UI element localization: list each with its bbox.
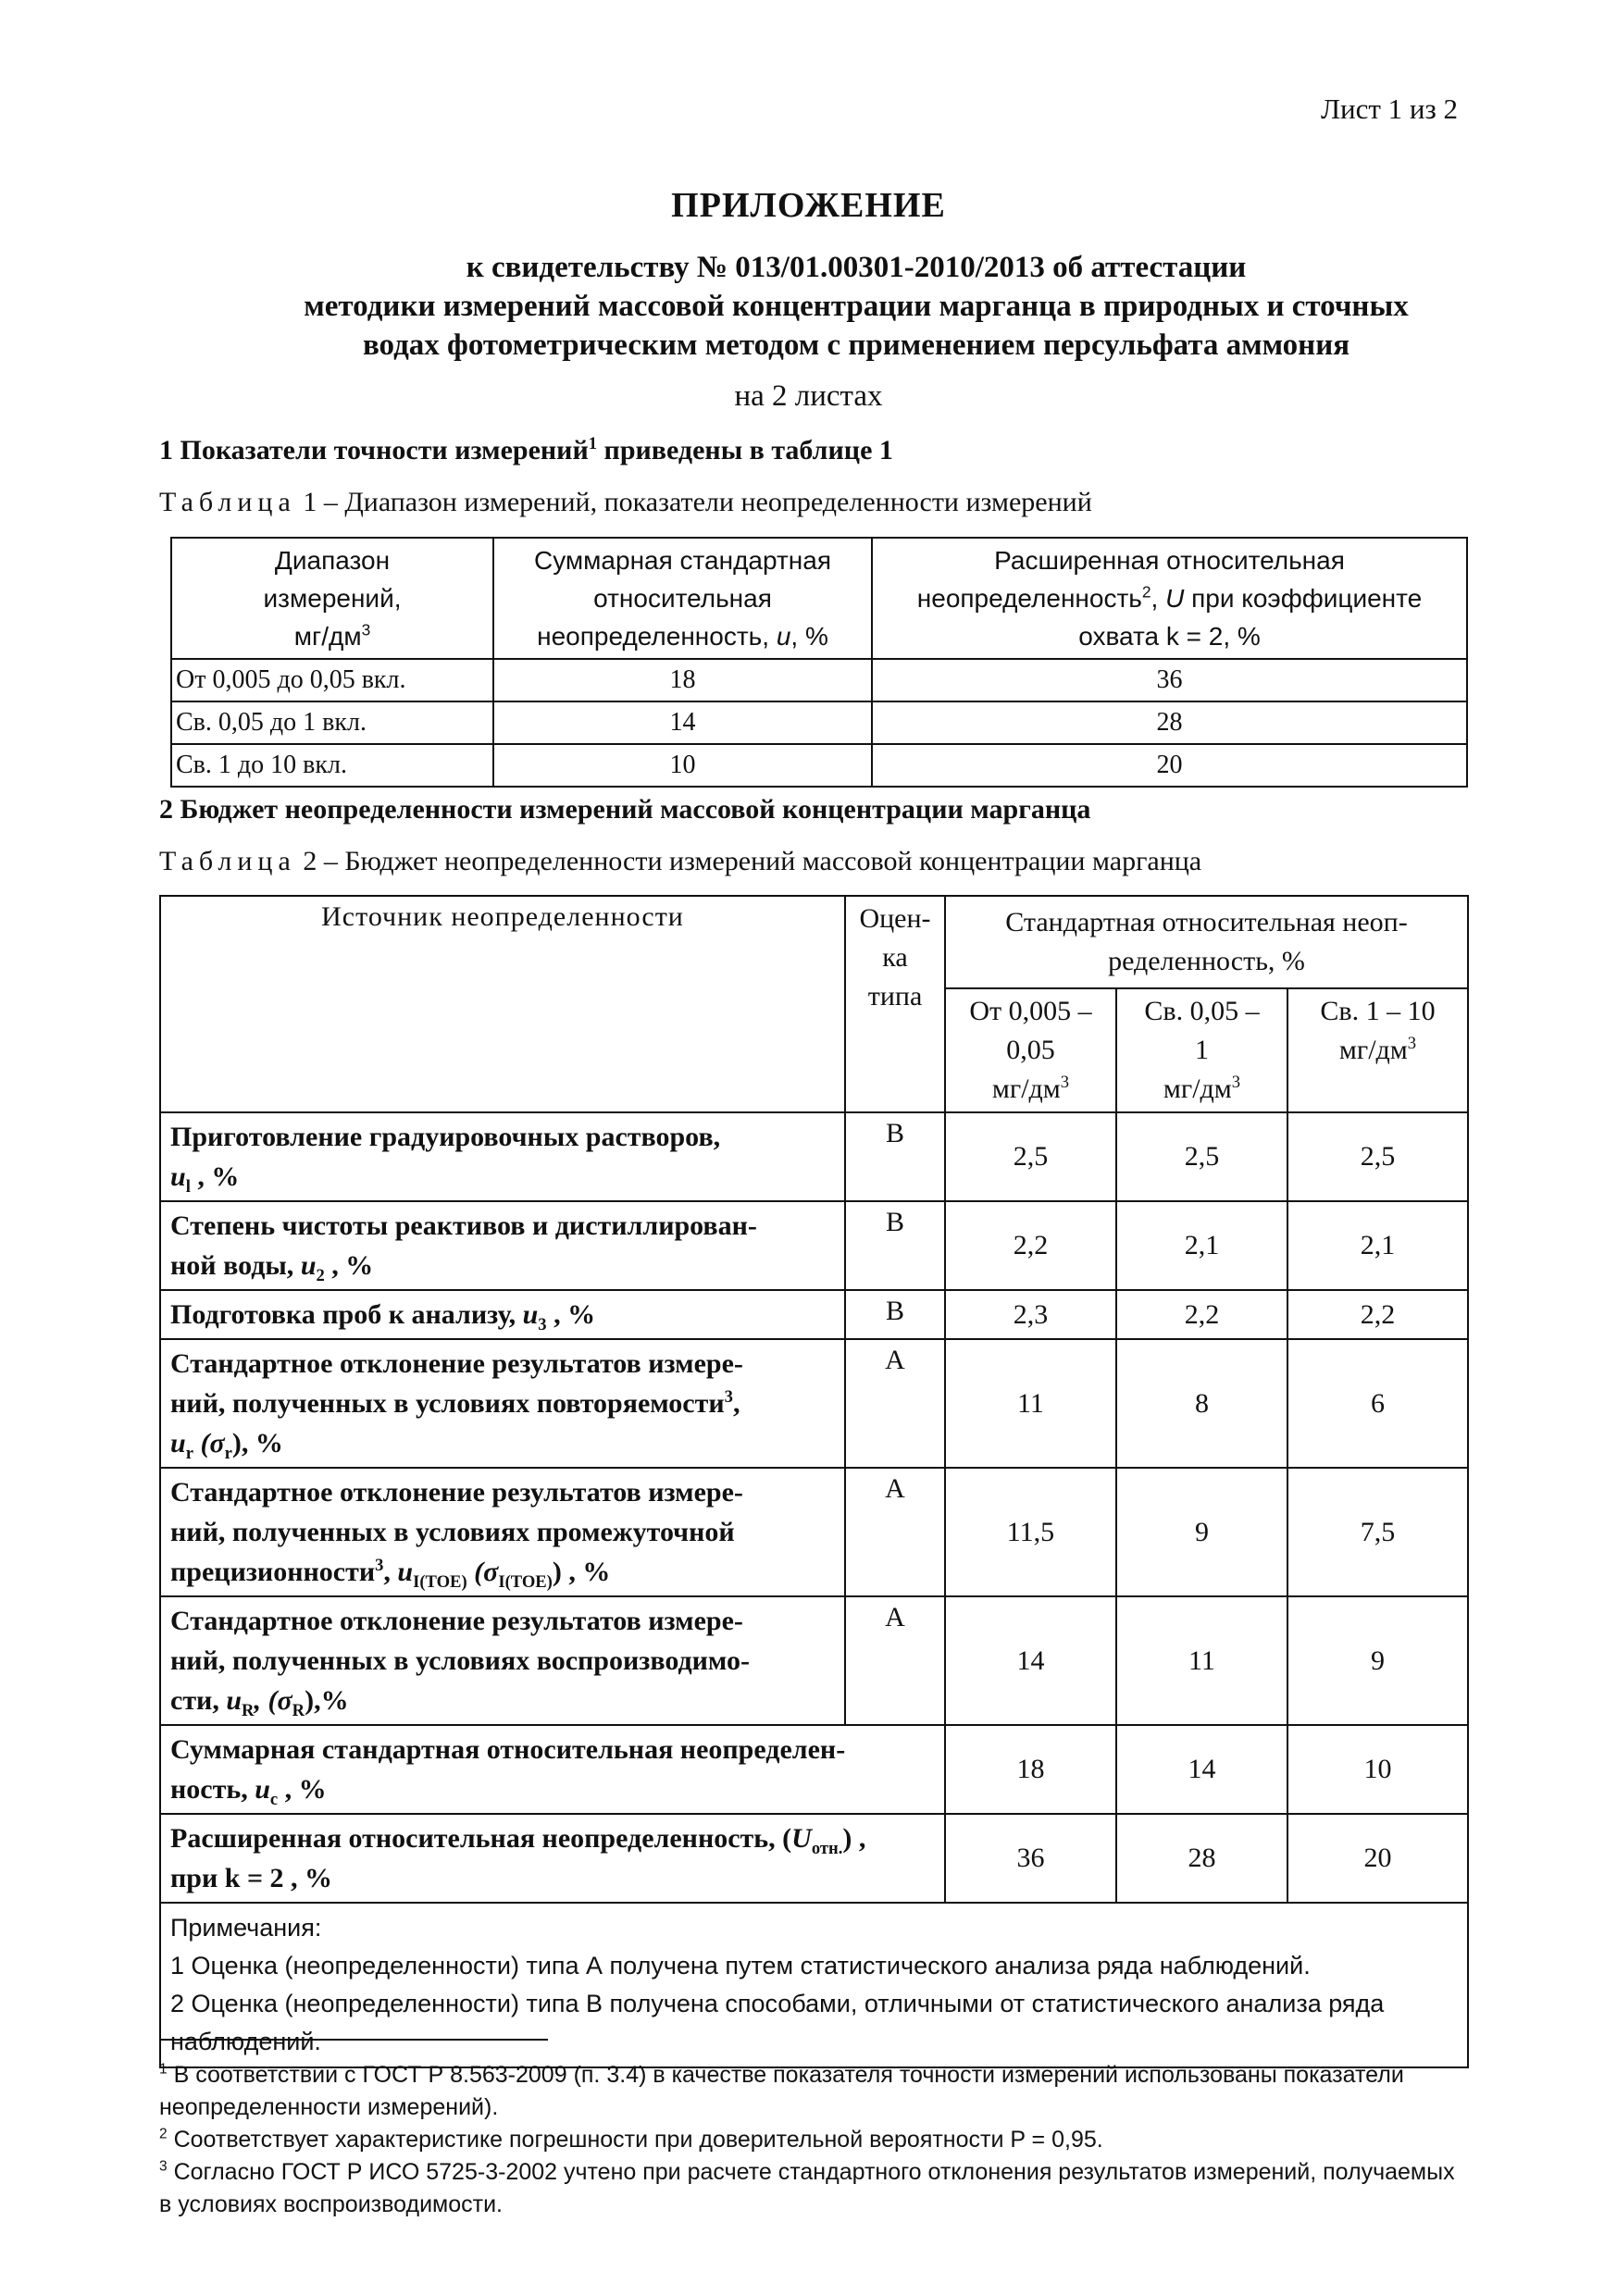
t2-value-cell: 2,2 [1287, 1290, 1468, 1339]
t2-value-cell: 2,5 [945, 1112, 1116, 1201]
table-2-header-group [945, 896, 1468, 988]
t2-value-cell: 14 [945, 1596, 1116, 1725]
t2-r4-var: u [397, 1557, 414, 1587]
t2-r7-sub: отн. [811, 1839, 843, 1858]
table-row [160, 1814, 1468, 1903]
t2-value-cell: 2,2 [1116, 1290, 1287, 1339]
t2-source-cell-wide [160, 1725, 945, 1814]
t2-r1-line2 [170, 1246, 835, 1285]
table-2-header-range-3 [1287, 988, 1468, 1112]
t2-type-cell: В [845, 1201, 945, 1290]
footnote-2 [159, 2124, 1460, 2156]
t2-value-cell: 2,1 [1287, 1201, 1468, 1290]
table-1-caption-word: Таблица [159, 487, 296, 517]
t2-r3-sub: r [185, 1444, 193, 1463]
t2-hr2-line3 [1125, 1070, 1279, 1109]
t2-r3-sigma-sub: r [224, 1444, 232, 1463]
t2-r1-line1: Степень чистоты реактивов и дистиллирован- [170, 1210, 757, 1241]
footnote-2-text: Соответствует характеристике погрешности при доверительной вероятности P = 0,95. [167, 2127, 1103, 2153]
t2-value-cell: 7,5 [1287, 1468, 1468, 1596]
t2-value-cell: 2,2 [945, 1201, 1116, 1290]
t2-r5-sub: R [242, 1701, 255, 1720]
t2-r1-var: u [300, 1250, 317, 1281]
t2-hr1-line1: От 0,005 – [969, 996, 1092, 1026]
t2-r3-text: ний, полученных в условиях повторяемости [170, 1388, 725, 1419]
t2-value-cell: 10 [1287, 1725, 1468, 1814]
t2-r5-sigma: , (σ [254, 1685, 292, 1716]
footnote-ref-3: 3 [724, 1387, 733, 1407]
t2-value-cell: 28 [1116, 1814, 1287, 1903]
t1-h3-line3: охвата k = 2, % [1078, 622, 1261, 651]
table-row [160, 1112, 1468, 1201]
t2-r0-end: , % [190, 1161, 240, 1192]
t2-r7-end: ) , [842, 1823, 866, 1854]
t2-r7-var: U [791, 1823, 812, 1854]
table-2-header-type [845, 896, 945, 1112]
t2-value-cell: 18 [945, 1725, 1116, 1814]
t2-type-cell: В [845, 1112, 945, 1201]
t2-r5-text: сти, [170, 1685, 227, 1716]
table-1-header-row [171, 538, 1467, 659]
t1-h1-unit: мг/дм [293, 622, 362, 651]
table-2-header-source: Источник неопределенности [160, 896, 845, 1112]
section-1-text-a: 1 Показатели точности измерений [159, 435, 589, 465]
note-1: 1 Оценка (неопределенности) типа А получена путем статистического анализа ряда наблюдений. [170, 1952, 1311, 1980]
t1-h1-unit-sup: 3 [361, 620, 371, 639]
t2-value-cell: 11 [945, 1339, 1116, 1468]
t2-hr3-unit: мг/дм [1338, 1035, 1408, 1065]
t2-value-cell: 2,3 [945, 1290, 1116, 1339]
sheet-number: Лист 1 из 2 [1320, 93, 1458, 125]
t1-uc-cell: 10 [493, 744, 872, 787]
footnote-separator [159, 2039, 548, 2041]
t2-r4-sigma-sub: I(TOE) [498, 1572, 553, 1592]
table-1-header-range [171, 538, 493, 659]
footnote-1 [159, 2059, 1460, 2124]
t2-source-cell-wide [160, 1814, 945, 1903]
t2-r5-sigma-sub: R [292, 1701, 305, 1720]
t2-r2-end: , % [546, 1299, 596, 1330]
t2-r3-line3 [170, 1423, 835, 1463]
t1-uc-cell: 14 [493, 701, 872, 744]
t2-source-cell [160, 1339, 845, 1468]
t1-h3-line2-end: при коэффициенте [1184, 584, 1423, 613]
t2-r4-text: прецизионности [170, 1557, 376, 1587]
section-1-text-b: приведены в таблице 1 [597, 435, 893, 465]
footnote-ref-2: 2 [1141, 582, 1151, 602]
table-1-caption [159, 487, 1092, 518]
t2-hr2-unit: мг/дм [1163, 1074, 1232, 1104]
table-2-header-range-1 [945, 988, 1116, 1112]
table-1 [170, 537, 1468, 788]
t1-h3-line1: Расширенная относительная [994, 546, 1345, 575]
t1-U-cell: 36 [872, 659, 1467, 701]
table-2-header-range-2 [1116, 988, 1287, 1112]
section-1-heading [159, 435, 893, 466]
t2-value-cell: 9 [1287, 1596, 1468, 1725]
t2-value-cell: 9 [1116, 1468, 1287, 1596]
t2-value-cell: 14 [1116, 1725, 1287, 1814]
t1-range-cell: Св. 1 до 10 вкл. [171, 744, 493, 787]
t1-range-cell: От 0,005 до 0,05 вкл. [171, 659, 493, 701]
t2-hr3-line2 [1296, 1031, 1460, 1070]
t1-range-cell: Св. 0,05 до 1 вкл. [171, 701, 493, 744]
table-2 [159, 895, 1469, 2068]
table-row [160, 1339, 1468, 1468]
t2-r4-sigma: (σ [466, 1557, 499, 1587]
t1-h1-line1: Диапазон [274, 546, 391, 575]
footnotes [159, 2059, 1460, 2221]
table-row [160, 1596, 1468, 1725]
table-row [171, 744, 1467, 787]
t2-r4-line1: Стандартное отклонение результатов измере- [170, 1477, 743, 1508]
t2-r0-var: u [170, 1161, 186, 1192]
footnote-ref-1: 1 [588, 434, 598, 453]
t2-type-cell: А [845, 1596, 945, 1725]
t1-h2-line3 [502, 617, 864, 655]
t2-r6-text: ность, [170, 1774, 255, 1805]
section-2-heading: 2 Бюджет неопределенности измерений массовой концентрации марганца [159, 794, 1091, 825]
t1-h1-line3 [180, 617, 485, 655]
t2-r0-line2 [170, 1157, 835, 1197]
t1-h1-line2: измерений, [263, 584, 402, 613]
t1-h2-line1: Суммарная стандартная [534, 546, 831, 575]
t1-h3-sep: , [1151, 584, 1166, 613]
t2-hr1-line3 [953, 1070, 1108, 1109]
t2-r3-sigma: (σ [193, 1428, 225, 1458]
t2-source-cell [160, 1112, 845, 1201]
t2-r5-end: ),% [305, 1685, 349, 1716]
t2-hr1-sup: 3 [1060, 1073, 1070, 1092]
t2-hr2-line1: Св. 0,05 – [1144, 996, 1260, 1026]
t2-r3-var: u [170, 1428, 186, 1458]
t2-r3-comma: , [732, 1388, 740, 1419]
table-2-caption-word: Таблица [159, 846, 296, 876]
t2-source-cell [160, 1201, 845, 1290]
table-2-caption-text: 2 – Бюджет неопределенности измерений массовой концентрации марганца [295, 846, 1202, 876]
t2-hr3-line1: Св. 1 – 10 [1320, 996, 1436, 1026]
t2-r1-text: ной воды, [170, 1250, 301, 1281]
t2-htype-line2: ка [882, 942, 908, 973]
t2-source-cell [160, 1290, 845, 1339]
table-2-caption [159, 846, 1201, 877]
subtitle-line-3: водах фотометрическим методом с применением персульфата аммония [362, 329, 1350, 362]
t2-r0-line1: Приготовление градуировочных растворов, [170, 1122, 721, 1152]
table-1-header-U [872, 538, 1467, 659]
sheets-count: на 2 листах [734, 379, 883, 413]
table-2-notes [160, 1903, 1468, 2067]
t2-type-cell: А [845, 1339, 945, 1468]
t1-h3-line2-text: неопределенность [916, 584, 1142, 613]
t2-r6-line2 [170, 1769, 935, 1809]
t2-hgroup-line1: Стандартная относительная неоп- [1005, 907, 1408, 937]
t2-hr3-sup: 3 [1407, 1034, 1417, 1053]
t2-value-cell: 2,5 [1116, 1112, 1287, 1201]
t2-r3-end: ), % [231, 1428, 283, 1458]
subtitle-line-2: методики измерений массовой концентрации марганца в природных и сточных [304, 290, 1409, 323]
t2-r5-line3 [170, 1681, 835, 1720]
t2-source-cell [160, 1468, 845, 1596]
t2-value-cell: 20 [1287, 1814, 1468, 1903]
t2-r5-line1: Стандартное отклонение результатов измере- [170, 1606, 743, 1636]
footnote-1-text: В соответствии с ГОСТ Р 8.563-2009 (п. 3.4) в качестве показателя точности измерений использованы показатели неопределенности измерений). [159, 2062, 1404, 2120]
t1-h3-line2 [880, 579, 1459, 617]
t2-value-cell: 36 [945, 1814, 1116, 1903]
t2-type-cell: В [845, 1290, 945, 1339]
t2-r3-line2 [170, 1384, 835, 1423]
t2-r4-sep: , [383, 1557, 398, 1587]
t2-r2-sub: 3 [538, 1315, 547, 1334]
footnote-1-mark: 1 [159, 2061, 168, 2078]
t1-U-cell: 20 [872, 744, 1467, 787]
table-row [171, 701, 1467, 744]
t2-type-cell: А [845, 1468, 945, 1596]
t2-htype-line3: типа [867, 981, 923, 1011]
t2-hr1-line2: 0,05 [1006, 1035, 1055, 1065]
t2-value-cell: 11 [1116, 1596, 1287, 1725]
table-row [160, 1201, 1468, 1290]
footnote-3 [159, 2156, 1460, 2221]
t2-value-cell: 8 [1116, 1339, 1287, 1468]
t2-r5-line2: ний, полученных в условиях воспроизводимо- [170, 1645, 750, 1676]
t2-r2-var: u [522, 1299, 539, 1330]
t2-value-cell: 2,5 [1287, 1112, 1468, 1201]
t2-r5-var: u [226, 1685, 243, 1716]
t1-uc-cell: 18 [493, 659, 872, 701]
t2-value-cell: 6 [1287, 1339, 1468, 1468]
table-row [160, 1290, 1468, 1339]
t2-hr2-line2: 1 [1195, 1035, 1209, 1065]
footnote-3-mark: 3 [159, 2158, 168, 2175]
subtitle-line-1: к свидетельству № 013/01.00301-2010/2013 об аттестации [466, 251, 1247, 284]
t2-r0-sub: l [185, 1177, 191, 1197]
note-2: 2 Оценка (неопределенности) типа В получена способами, отличными от статистического анализа ряда наблюдений. [170, 1990, 1385, 2055]
table-1-caption-text: 1 – Диапазон измерений, показатели неопределенности измерений [295, 487, 1092, 517]
appendix-subtitle [185, 248, 1527, 365]
table-row [160, 1468, 1468, 1596]
t2-r6-var: u [255, 1774, 270, 1805]
t2-r1-end: , % [324, 1250, 374, 1281]
footnote-ref-3b: 3 [375, 1556, 384, 1575]
t2-r6-line1: Суммарная стандартная относительная неопределен- [170, 1734, 846, 1765]
t1-h3-var-U: U [1165, 584, 1185, 613]
footnote-3-text: Согласно ГОСТ Р ИСО 5725-3-2002 учтено при расчете стандартного отклонения результатов измерений, получаемых в условиях воспроизводимости. [159, 2159, 1455, 2217]
t1-h2-var-u: u [776, 622, 791, 651]
t2-r7-line2: при k = 2 , % [170, 1863, 333, 1893]
table-row [171, 659, 1467, 701]
notes-title: Примечания: [170, 1914, 322, 1942]
t1-h2-line3-end: , % [790, 622, 828, 651]
table-row [160, 1725, 1468, 1814]
t2-r4-line2: ний, полученных в условиях промежуточной [170, 1517, 735, 1547]
table-2-notes-row [160, 1903, 1468, 2067]
t2-r6-sub: c [269, 1790, 279, 1809]
t2-htype-line1: Оцен- [859, 903, 931, 934]
t2-r7-text: Расширенная относительная неопределенность, ( [170, 1823, 792, 1854]
t2-hgroup-line2: ределенность, % [1108, 946, 1305, 976]
t2-value-cell: 11,5 [945, 1468, 1116, 1596]
t2-r3-line1: Стандартное отклонение результатов измере- [170, 1348, 743, 1379]
t2-hr1-unit: мг/дм [991, 1074, 1061, 1104]
t2-r2-text: Подготовка проб к анализу, [170, 1299, 523, 1330]
table-2-header-row-1 [160, 896, 1468, 988]
table-1-header-uc [493, 538, 872, 659]
appendix-title: ПРИЛОЖЕНИЕ [671, 186, 946, 225]
t1-h2-line2: относительная [593, 584, 772, 613]
t2-r7-line1 [170, 1818, 935, 1858]
t1-h2-line3-text: неопределенность, [537, 622, 777, 651]
t2-r4-line3 [170, 1552, 835, 1592]
t2-r4-sub: I(TOE) [413, 1572, 467, 1592]
t1-U-cell: 28 [872, 701, 1467, 744]
t2-hr2-sup: 3 [1231, 1073, 1241, 1092]
t2-value-cell: 2,1 [1116, 1201, 1287, 1290]
t2-source-cell [160, 1596, 845, 1725]
footnote-2-mark: 2 [159, 2126, 168, 2142]
t2-r4-end: ) , % [552, 1557, 611, 1587]
t2-r1-sub: 2 [316, 1266, 325, 1285]
t2-r6-end: , % [278, 1774, 327, 1805]
